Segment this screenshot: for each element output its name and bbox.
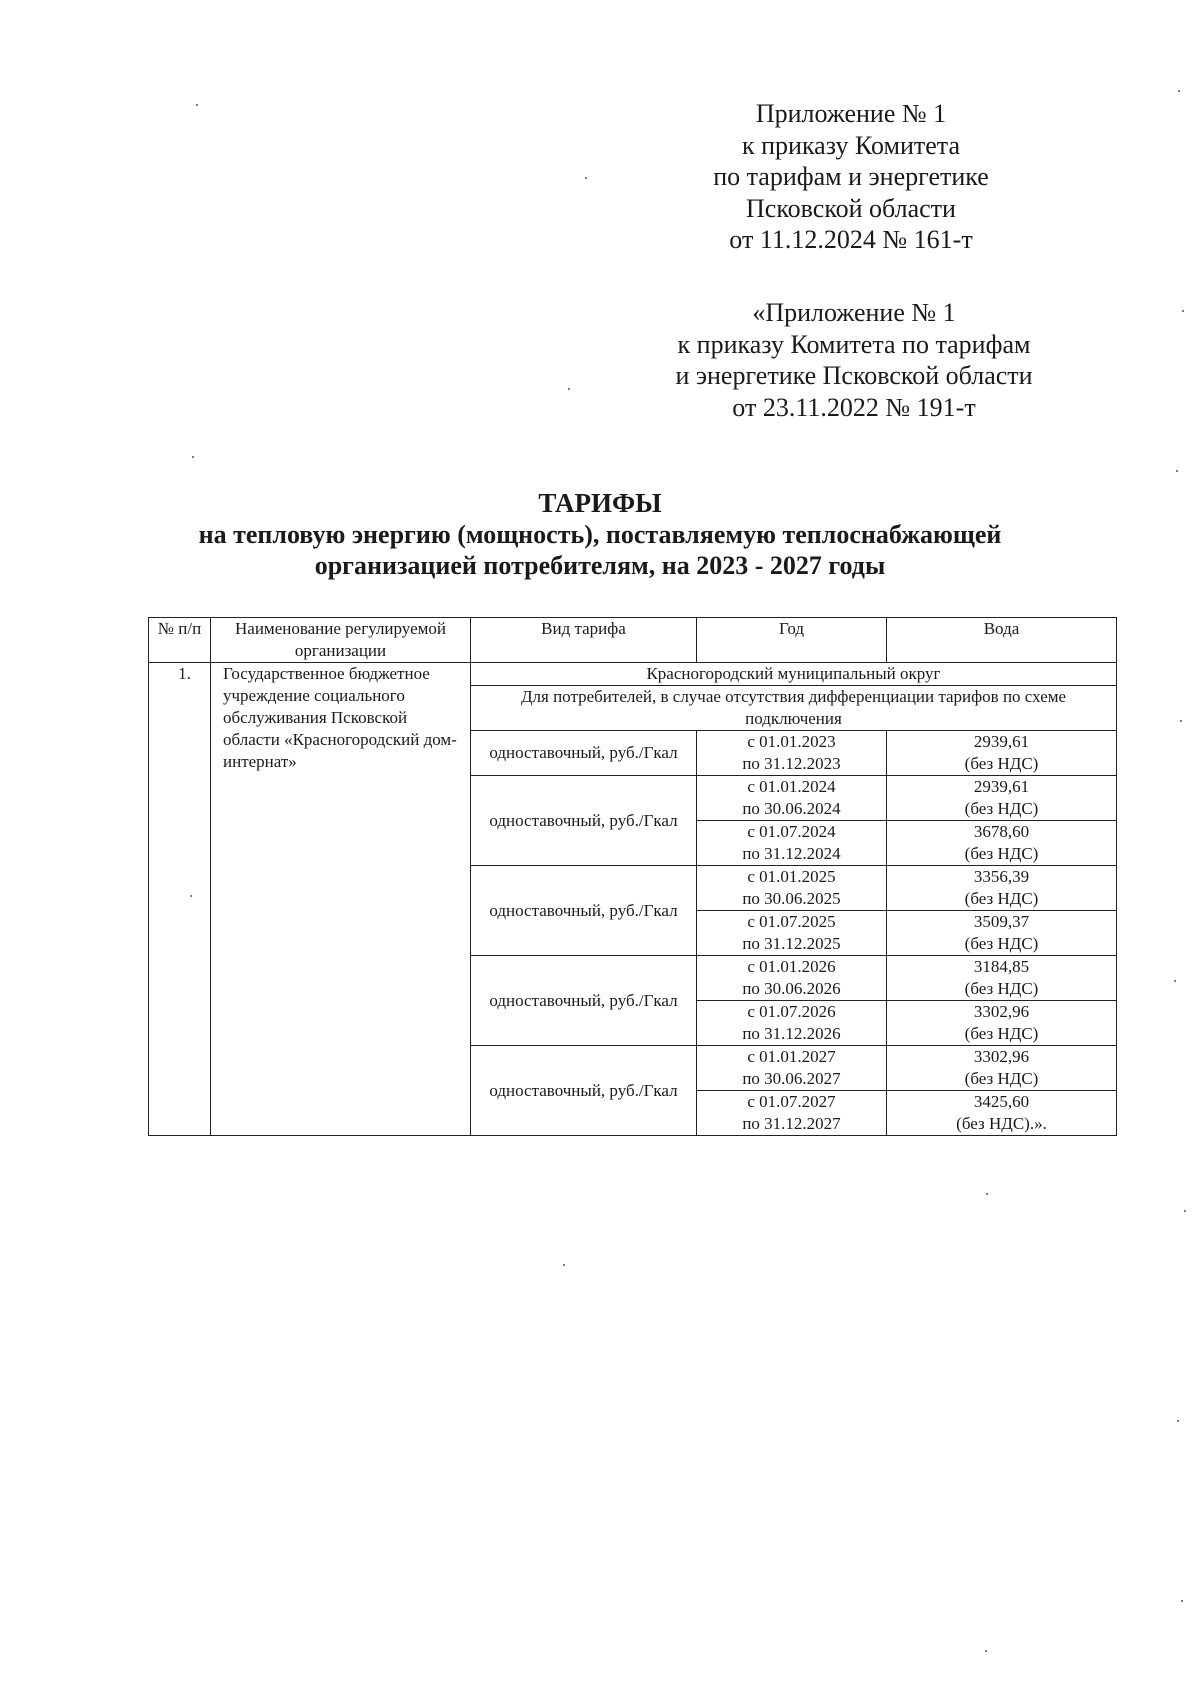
period-cell [697,731,887,776]
period-to: по 31.12.2024 [742,844,841,863]
header-tariff-type: Вид тарифа [471,618,697,663]
period-to: по 31.12.2026 [742,1024,841,1043]
scan-speck [986,1193,988,1195]
price-cell [887,956,1117,1001]
price-vat: (без НДС) [964,979,1039,998]
period-cell [697,866,887,911]
period-cell [697,1046,887,1091]
header-number: № п/п [149,618,211,663]
tariff-type-cell: одноставочный, руб./Гкал [471,731,697,776]
price-vat: (без НДС) [964,1069,1039,1088]
scan-speck [1180,720,1182,722]
period-from: с 01.01.2024 [747,777,836,796]
period-from: с 01.07.2027 [747,1092,836,1111]
period-cell [697,1091,887,1136]
title-line-3: организацией потребителям, на 2023 - 2027 годы [314,551,886,580]
price-cell [887,731,1117,776]
price-vat: (без НДС) [964,934,1039,953]
period-from: с 01.07.2025 [747,912,836,931]
period-to: по 30.06.2027 [742,1069,841,1088]
scan-speck [1182,310,1184,312]
original-appendix-line: от 23.11.2022 № 191-т [732,392,976,422]
consumer-note: Для потребителей, в случае отсутствия дифференциации тарифов по схеме подключения [471,686,1117,731]
price-cell [887,866,1117,911]
price-vat: (без НДС) [964,754,1039,773]
price-cell [887,821,1117,866]
period-to: по 30.06.2026 [742,979,841,998]
price-value: 3356,39 [973,867,1030,886]
scan-speck [1178,90,1180,92]
tariff-type-cell: одноставочный, руб./Гкал [471,1046,697,1136]
price-value: 3184,85 [973,957,1030,976]
appendix-header-line: по тарифам и энергетике [713,162,989,191]
scan-speck [1176,470,1178,472]
header-organization: Наименование регулируемой организации [211,618,471,663]
tariff-type-cell: одноставочный, руб./Гкал [471,956,697,1046]
scan-speck [1177,1420,1179,1422]
period-to: по 30.06.2025 [742,889,841,908]
price-value: 2939,61 [973,732,1030,751]
period-cell [697,911,887,956]
title-main: ТАРИФЫ [538,488,662,518]
period-to: по 31.12.2023 [742,754,841,773]
original-appendix-header [0,297,1200,423]
original-appendix-line: к приказу Комитета по тарифам [677,329,1031,359]
period-cell [697,1001,887,1046]
appendix-header-line: Псковской области [746,193,956,223]
price-value: 3302,96 [973,1047,1030,1066]
scan-speck [563,1264,565,1266]
price-vat: (без НДС) [964,889,1039,908]
scan-speck [568,388,570,390]
price-value: 3509,37 [973,912,1030,931]
period-from: с 01.01.2023 [747,732,836,751]
scan-speck [192,456,194,458]
tariff-type-cell: одноставочный, руб./Гкал [471,866,697,956]
header-year: Год [697,618,887,663]
period-from: с 01.07.2024 [747,822,836,841]
period-to: по 31.12.2027 [742,1114,841,1133]
original-appendix-line: «Приложение № 1 [752,298,956,327]
price-cell [887,1001,1117,1046]
appendix-header-line: Приложение № 1 [755,99,947,128]
price-vat: (без НДС) [964,1024,1039,1043]
price-cell [887,776,1117,821]
price-cell [887,1091,1117,1136]
scan-speck [196,104,198,106]
period-from: с 01.07.2026 [747,1002,836,1021]
price-value: 3678,60 [973,822,1030,841]
appendix-header-line: к приказу Комитета [741,130,960,160]
appendix-header [0,98,1200,256]
scan-speck [985,1650,987,1652]
row-number: 1. [149,663,211,1136]
appendix-header-line: от 11.12.2024 № 161-т [729,225,973,254]
title-line-2: на тепловую энергию (мощность), поставляемую теплоснабжающей [198,520,1002,549]
scan-speck [1184,1210,1186,1212]
price-value: 2939,61 [973,777,1030,796]
price-vat: (без НДС).». [956,1114,1047,1133]
table-header-row [149,618,1117,663]
tariff-table [148,617,1117,1136]
price-vat: (без НДС) [964,844,1039,863]
period-cell [697,956,887,1001]
scan-speck [1181,1600,1183,1602]
period-from: с 01.01.2026 [747,957,836,976]
period-cell [697,776,887,821]
price-cell [887,911,1117,956]
tariff-type-cell: одноставочный, руб./Гкал [471,776,697,866]
period-from: с 01.01.2027 [747,1047,836,1066]
price-vat: (без НДС) [964,799,1039,818]
original-appendix-line: и энергетике Псковской области [675,361,1033,390]
district-row [149,663,1117,686]
period-to: по 31.12.2025 [742,934,841,953]
price-cell [887,1046,1117,1091]
price-value: 3302,96 [973,1002,1030,1021]
period-cell [697,821,887,866]
price-value: 3425,60 [973,1092,1030,1111]
organization-name: Государственное бюджетное учреждение социального обслуживания Псковской области «Красногородский дом-интернат» [211,663,471,1136]
period-from: с 01.01.2025 [747,867,836,886]
tariffs-title [0,488,1200,581]
scan-speck [190,895,192,897]
scan-speck [585,177,587,179]
header-water: Вода [887,618,1117,663]
district-name: Красногородский муниципальный округ [471,663,1117,686]
period-to: по 30.06.2024 [742,799,841,818]
scan-speck [1174,980,1176,982]
